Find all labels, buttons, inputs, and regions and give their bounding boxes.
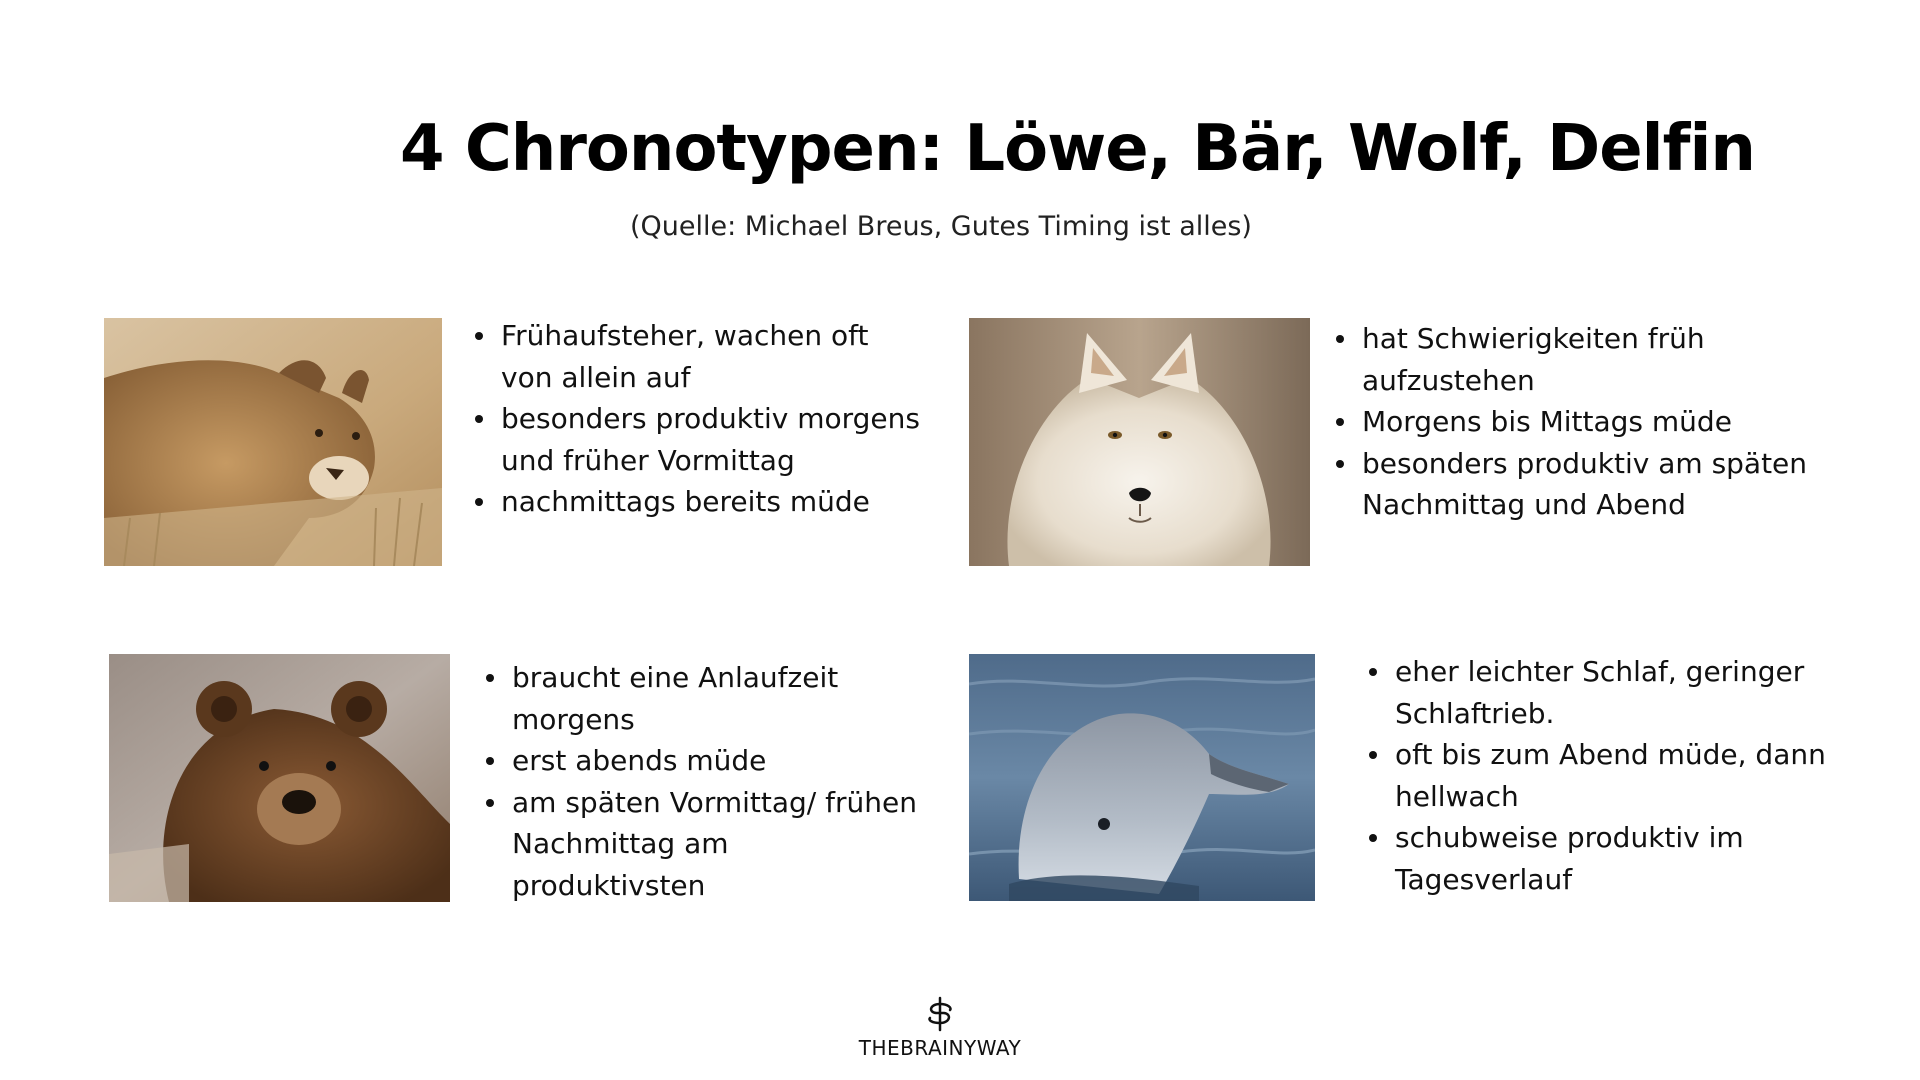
brainyway-logo-icon: [920, 996, 960, 1032]
list-item: schubweise produktiv im Tagesverlauf: [1369, 817, 1839, 900]
list-item: besonders produktiv am späten Nachmittag und Abend: [1336, 443, 1816, 526]
list-item: braucht eine Anlaufzeit morgens: [486, 657, 926, 740]
brand-name: THEBRAINYWAY: [858, 1036, 1022, 1060]
list-item: oft bis zum Abend müde, dann hellwach: [1369, 734, 1839, 817]
bear-bullet-list: [486, 657, 926, 906]
list-item: eher leichter Schlaf, geringer Schlaftrieb.: [1369, 651, 1839, 734]
list-item: nachmittags bereits müde: [475, 481, 925, 523]
slide-subtitle: (Quelle: Michael Breus, Gutes Timing ist alles): [630, 211, 1252, 242]
list-item: besonders produktiv morgens und früher Vormittag: [475, 398, 925, 481]
slide-title: 4 Chronotypen: Löwe, Bär, Wolf, Delfin: [400, 112, 1755, 186]
dolphin-photo: [969, 654, 1315, 901]
list-item: am späten Vormittag/ frühen Nachmittag am produktivsten: [486, 782, 926, 907]
dolphin-bullet-list: [1369, 651, 1839, 900]
lion-bullet-list: [475, 315, 925, 523]
wolf-bullet-list: [1336, 318, 1816, 526]
brand-logo: [840, 996, 1040, 1060]
list-item: Morgens bis Mittags müde: [1336, 401, 1816, 443]
lion-photo: [104, 318, 442, 566]
list-item: erst abends müde: [486, 740, 926, 782]
list-item: Frühaufsteher, wachen oft von allein auf: [475, 315, 925, 398]
wolf-photo: [969, 318, 1310, 566]
list-item: hat Schwierigkeiten früh aufzustehen: [1336, 318, 1816, 401]
bear-photo: [109, 654, 450, 902]
